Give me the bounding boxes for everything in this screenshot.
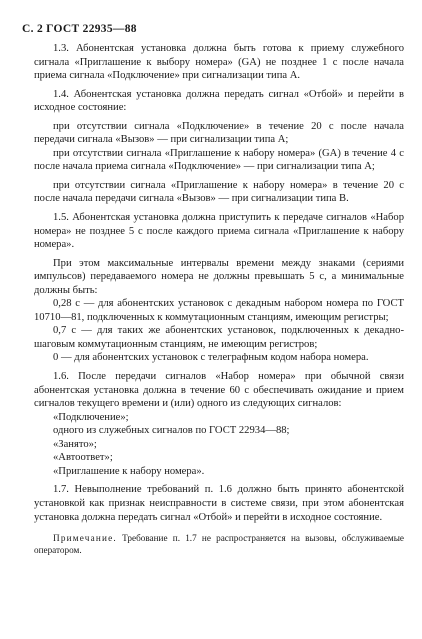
note-label: Примечание. bbox=[53, 533, 117, 544]
note bbox=[34, 532, 404, 556]
paragraph-1-7: 1.7. Невыполнение требований п. 1.6 должно быть принято абонентской установкой как признак неисправности в системе связи, при этом абонентская установка должна передать сигнал «Отбой» и перейти в исходное состояние. bbox=[34, 484, 404, 523]
list-item: при отсутствии сигнала «Подключение» в течение 20 с после начала передачи сигнала «Вызов» — при сигнализации типа А; bbox=[34, 120, 404, 146]
list-item: при отсутствии сигнала «Приглашение к набору номера» в течение 20 с после начала передачи сигнала «Вызов» — при сигнализации типа В. bbox=[34, 179, 404, 205]
list-item: «Занято»; bbox=[53, 438, 97, 450]
paragraph-intervals: При этом максимальные интервалы времени между знаками (сериями импульсов) передаваемого номера не должны превышать 5 с, а минимальные должны быть: bbox=[34, 257, 404, 296]
paragraph-1-4: 1.4. Абонентская установка должна передать сигнал «Отбой» и перейти в исходное состояние: bbox=[34, 88, 404, 114]
document-body bbox=[34, 42, 404, 556]
list-item: 0,7 с — для таких же абонентских установок, подключенных к декадно-шаговым коммутационным станциям, не имеющим регистров; bbox=[34, 325, 404, 350]
page-header: С. 2 ГОСТ 22935—88 bbox=[22, 23, 137, 35]
list-item: 0 — для абонентских установок с телеграфным кодом набора номера. bbox=[53, 352, 369, 364]
paragraph-1-5: 1.5. Абонентская установка должна приступить к передаче сигналов «Набор номера» не позднее 5 с после каждого приема сигнала «Приглашение к набору номера». bbox=[34, 212, 404, 251]
list-item: «Подключение»; bbox=[53, 411, 129, 423]
list-item: одного из служебных сигналов по ГОСТ 22934—88; bbox=[53, 425, 290, 437]
list-item: 0,28 с — для абонентских установок с декадным набором номера по ГОСТ 10710—81, подключенных к коммутационным станциям, имеющим регистры; bbox=[34, 298, 404, 323]
list-item: «Приглашение к набору номера». bbox=[53, 465, 205, 477]
paragraph-1-3: 1.3. Абонентская установка должна быть готова к приему служебного сигнала «Приглашение к выбору номера» (GA) не позднее 1 с после начала приема сигнала «Подключение» при сигнализации типа А. bbox=[34, 43, 404, 82]
list-item: при отсутствии сигнала «Приглашение к набору номера» (GA) в течение 4 с после начала приема сигнала «Подключение» — при сигнализации типа А; bbox=[34, 147, 404, 173]
note-text: Требование п. 1.7 не распространяется на вызовы, обслуживаемые оператором. bbox=[34, 533, 404, 556]
paragraph-1-6: 1.6. После передачи сигналов «Набор номера» при обычной связи абонентская установка должна в течение 60 с обеспечивать ожидание и прием сигналов текущего времени и (или) одного из следующих сигналов: bbox=[34, 371, 404, 410]
list-item: «Автоответ»; bbox=[53, 452, 113, 464]
